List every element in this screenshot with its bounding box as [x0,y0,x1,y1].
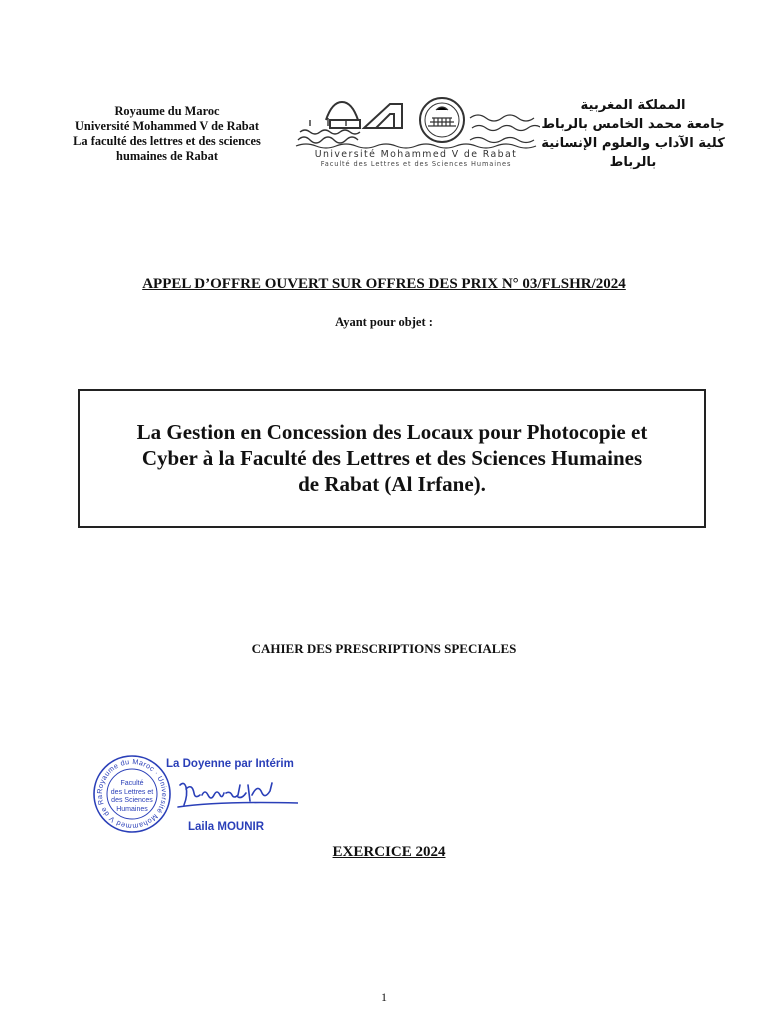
stamp-ring-text: Royaume du Maroc · Université Mohammed V de Ra [94,756,170,832]
object-label: Ayant pour objet : [335,315,433,329]
object-line: La Gestion en Concession des Locaux pour Photocopie et [136,420,648,444]
header-right-line: جامعة محمد الخامس بالرباط [541,117,725,132]
header-right-line: المملكة المغربية [580,98,686,113]
stamp-line: des Sciences [111,797,153,804]
object-line: de Rabat (Al Irfane). [298,472,486,496]
header-right-line: كلية الآداب والعلوم الإنسانية [541,136,725,151]
logo-text-university: Université Mohammed V de Rabat [314,149,518,160]
stamp-center-text [104,780,160,814]
stamp-line: Faculté [120,780,144,787]
fiscal-year: EXERCICE 2024 [332,844,446,860]
signature-scribble-icon [176,775,298,815]
object-line: Cyber à la Faculté des Lettres et des Sciences Humaines [141,446,643,470]
header-right-block [540,96,726,172]
page-number: 1 [381,990,387,1004]
signatory-name: Laila MOUNIR [188,821,265,833]
signatory-title: La Doyenne par Intérim [166,758,294,770]
logo-emblem-icon [290,96,540,150]
header-left-line: humaines de Rabat [116,149,218,163]
tender-title: APPEL D’OFFRE OUVERT SUR OFFRES DES PRIX N° 03/FLSHR/2024 [142,276,626,292]
university-logo [290,96,540,174]
header-left-line: La faculté des lettres et des sciences [73,134,261,148]
cahier-title: CAHIER DES PRESCRIPTIONS SPECIALES [251,641,517,656]
handwritten-signature [176,775,298,815]
object-box [78,389,706,528]
stamp-line: Humaines [116,805,148,813]
header-left-block [52,104,282,164]
stamp-line: des Lettres et [110,788,154,796]
faculty-stamp [92,754,172,834]
header-left-line: Royaume du Maroc [114,104,220,118]
header-right-line: بالرباط [609,155,657,170]
header-left-line: Université Mohammed V de Rabat [74,119,259,133]
object-text [90,419,694,497]
logo-text-faculty: Faculté des Lettres et des Sciences Humaines [320,160,512,168]
